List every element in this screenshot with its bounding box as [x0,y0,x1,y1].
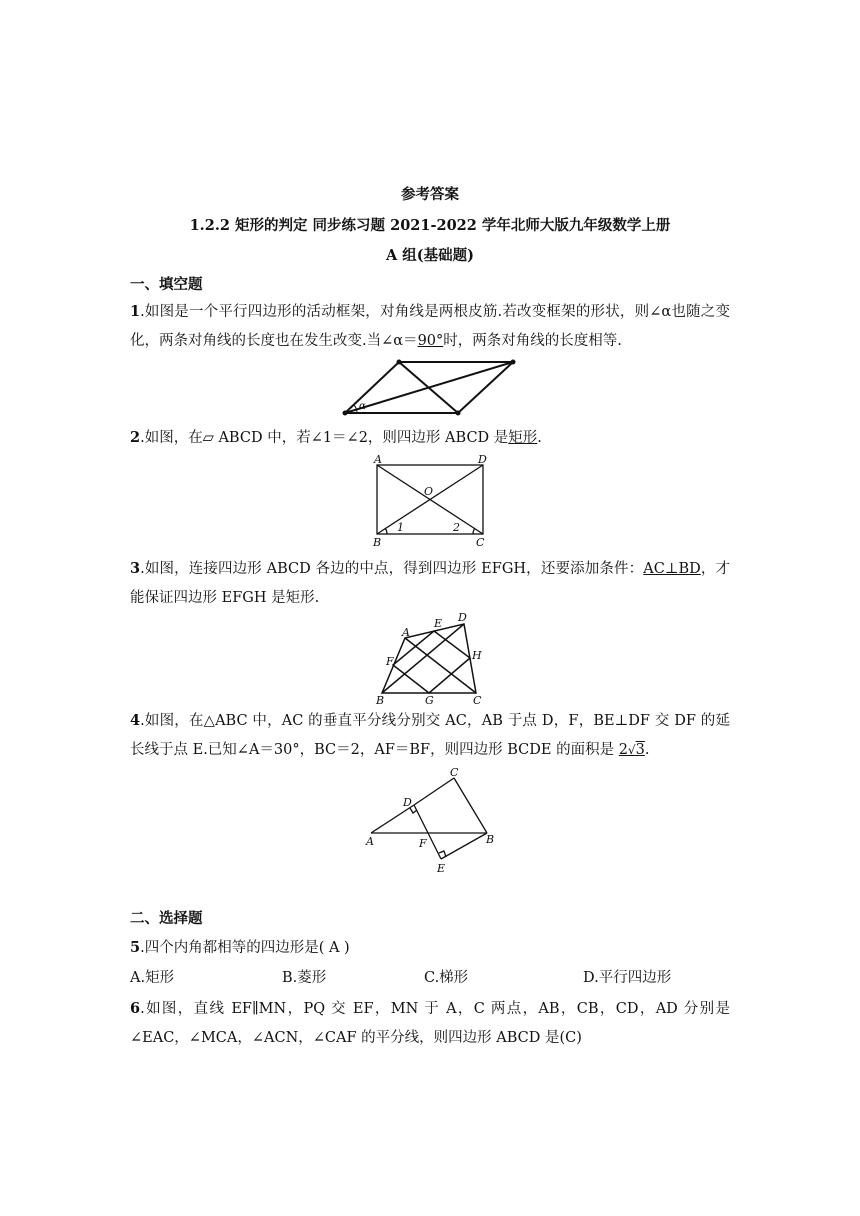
option-b: B.菱形 [282,970,327,986]
answer: 90° [417,333,444,349]
svg-text:2: 2 [453,521,460,534]
question-2: 2.如图，在▱ ABCD 中，若∠1＝∠2，则四边形 ABCD 是矩形. [130,429,542,446]
svg-text:B: B [373,536,382,549]
svg-text:C: C [476,536,485,549]
question-number: 3 [130,560,141,577]
parallelogram-frame-figure [330,352,530,422]
answer: 矩形 [508,430,538,446]
question-number: 6 [130,1000,141,1017]
svg-text:B: B [376,694,385,706]
document-title: 1.2.2 矩形的判定 同步练习题 2021-2022 学年北师大版九年级数学上册 [189,217,671,234]
question-1: 1.如图是一个平行四边形的活动框架，对角线是两根皮筋.若改变框架的形状，则∠α也随之变化，两条对角线的长度也在发生改变.当∠α＝90°时，两条对角线的长度相等. [130,303,730,349]
svg-text:H: H [472,649,482,662]
svg-text:A: A [366,835,374,848]
svg-text:D: D [478,453,487,466]
question-5: 5.四个内角都相等的四边形是( A ) [130,939,350,956]
svg-text:F: F [419,837,427,850]
rectangle-abcd-figure [366,451,496,549]
midpoint-quadrilateral-figure [370,609,495,706]
svg-text:D: D [403,796,412,809]
svg-text:A: A [374,453,382,466]
svg-text:A: A [402,626,410,639]
question-3: 3.如图，连接四边形 ABCD 各边的中点，得到四边形 EFGH，还要添加条件：AC⊥BD，才能保证四边形 EFGH 是矩形. [130,560,730,606]
svg-text:O: O [424,485,434,498]
group-title: A 组(基础题) [385,247,475,264]
svg-text:C: C [473,694,482,706]
question-number: 2 [130,429,141,446]
section-choice-title: 二、选择题 [130,910,203,927]
svg-text:G: G [425,694,434,706]
answer-title: 参考答案 [401,186,459,203]
option-a: A.矩形 [130,970,175,986]
option-d: D.平行四边形 [583,970,672,986]
svg-text:D: D [458,611,467,624]
question-number: 1 [130,303,141,320]
answer: AC⊥BD [643,561,701,577]
option-c: C.梯形 [424,970,469,986]
question-4: 4.如图，在△ABC 中，AC 的垂直平分线分别交 AC，AB 于点 D，F，BE⊥DF 交 DF 的延长线于点 E.已知∠A＝30°，BC＝2，AF＝BF，则四边形 BCDE 的面积是 2√3. [130,712,730,758]
alpha-label: α [359,401,366,412]
svg-text:E: E [437,862,446,875]
question-number: 5 [130,939,141,956]
question-number: 4 [130,712,141,729]
svg-text:1: 1 [397,521,404,534]
svg-text:F: F [386,655,394,668]
svg-text:B: B [486,833,495,846]
svg-text:E: E [434,617,443,630]
answer: 2√3 [618,742,645,758]
svg-text:C: C [450,766,459,779]
triangle-bcde-figure [360,764,505,879]
question-6: 6.如图，直线 EF∥MN，PQ 交 EF，MN 于 A，C 两点，AB，CB，CD，AD 分别是∠EAC，∠MCA，∠ACN，∠CAF 的平分线，则四边形 ABCD 是(C) [130,1000,730,1046]
section-fill-in-title: 一、填空题 [130,276,203,293]
